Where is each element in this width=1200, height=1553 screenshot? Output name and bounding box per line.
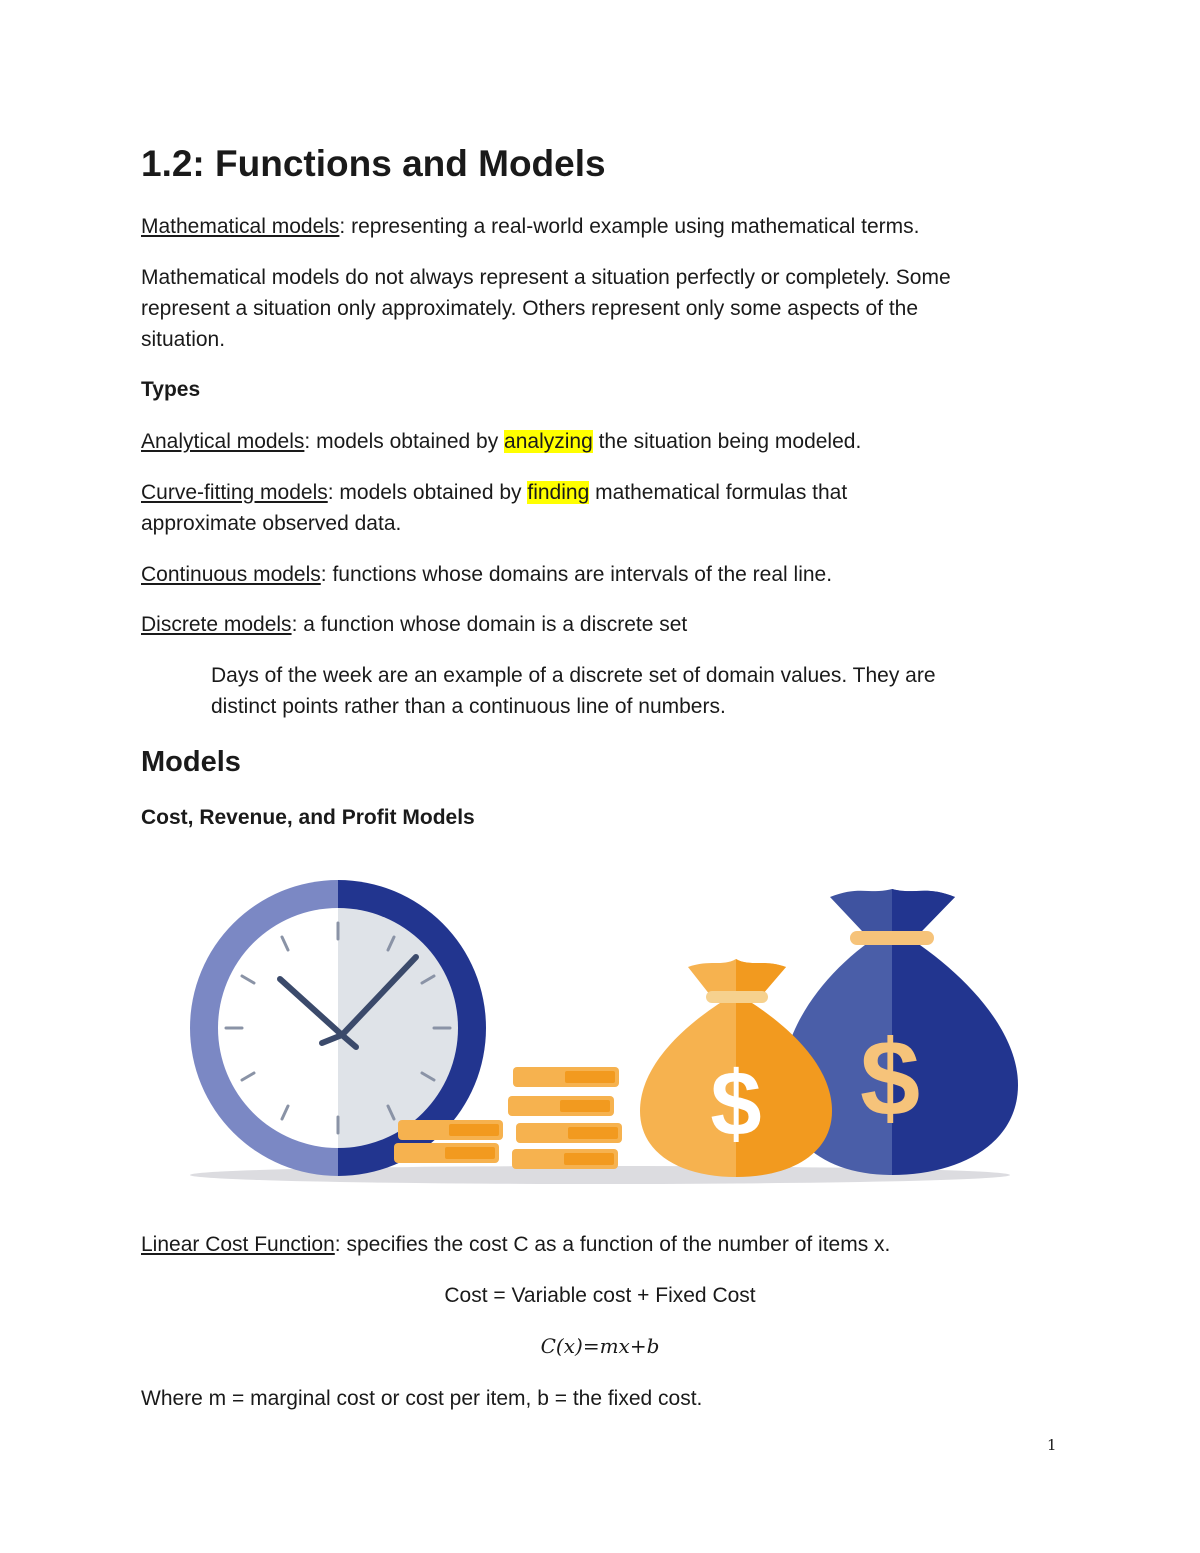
definition-curve-fitting-models: Curve-fitting models: models obtained by finding mathematical formulas that approximate observed data. <box>141 481 848 535</box>
cost-equation: Cost = Variable cost + Fixed Cost <box>444 1284 756 1307</box>
linear-cost-formula: C(x)=mx+b <box>540 1334 660 1358</box>
where-line: Where m = marginal cost or cost per item, b = the fixed cost. <box>141 1387 703 1410</box>
definition-continuous-models: Continuous models: functions whose domains are intervals of the real line. <box>141 563 833 586</box>
highlight-finding: finding <box>527 481 590 504</box>
models-heading: Models <box>141 746 241 778</box>
definition-linear-cost-function: Linear Cost Function: specifies the cost C as a function of the number of items x. <box>141 1233 891 1256</box>
money-bag-small-icon <box>640 959 832 1177</box>
types-heading: Types <box>141 378 201 401</box>
coin-stack-tall-icon <box>508 1067 622 1169</box>
definition-mathematical-models: Mathematical models: representing a real-world example using mathematical terms. <box>141 215 920 238</box>
page-number: 1 <box>1047 1436 1057 1454</box>
term-mathematical-models: Mathematical models <box>141 215 340 238</box>
money-time-illustration <box>170 875 1030 1195</box>
highlight-analyzing: analyzing <box>504 430 593 453</box>
definition-analytical-models: Analytical models: models obtained by analyzing the situation being modeled. <box>141 430 862 453</box>
page-title: 1.2: Functions and Models <box>141 143 606 184</box>
svg-text:$: $ <box>859 1017 921 1138</box>
svg-text:$: $ <box>710 1053 762 1155</box>
discrete-example-paragraph: Days of the week are an example of a discrete set of domain values. They are distinct points rather than a continuous line of numbers. <box>211 664 936 718</box>
definition-discrete-models: Discrete models: a function whose domain is a discrete set <box>141 613 688 636</box>
cost-revenue-profit-heading: Cost, Revenue, and Profit Models <box>141 806 475 829</box>
intro-paragraph: Mathematical models do not always represent a situation perfectly or completely. Some represent a situation only approximately. Others represent only some aspects of the situation. <box>141 266 951 351</box>
